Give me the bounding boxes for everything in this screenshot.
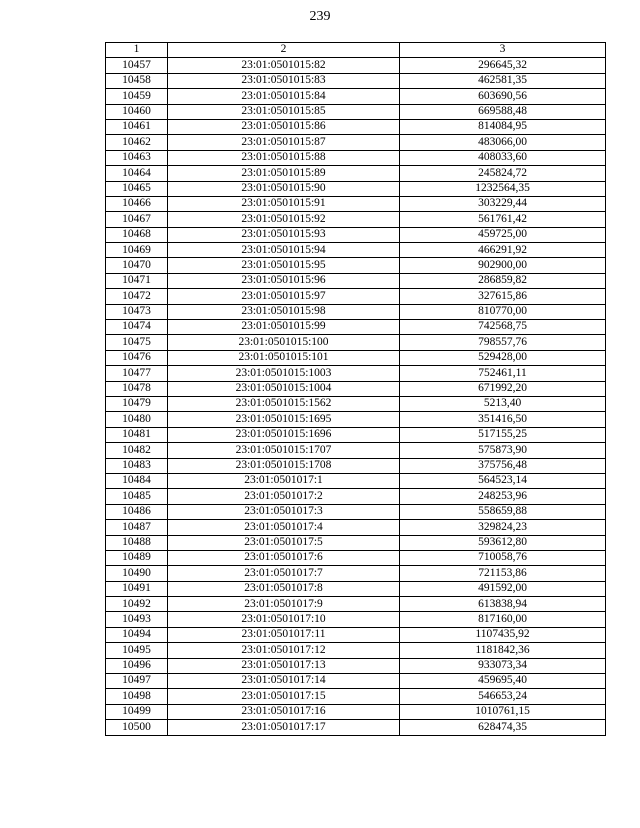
table-row <box>106 704 606 719</box>
cadastral-number-cell: 23:01:0501017:17 <box>168 720 400 735</box>
value-cell: 491592,00 <box>400 581 606 596</box>
table-row <box>106 135 606 150</box>
table-row <box>106 119 606 134</box>
value-cell: 721153,86 <box>400 566 606 581</box>
table-row <box>106 489 606 504</box>
cadastral-number-cell: 23:01:0501017:16 <box>168 704 400 719</box>
cadastral-number-cell: 23:01:0501015:83 <box>168 73 400 88</box>
cadastral-number-cell: 23:01:0501015:1562 <box>168 396 400 411</box>
value-cell: 933073,34 <box>400 658 606 673</box>
row-number-cell: 10482 <box>106 443 168 458</box>
cadastral-number-cell: 23:01:0501015:95 <box>168 258 400 273</box>
cadastral-number-cell: 23:01:0501017:11 <box>168 627 400 642</box>
cadastral-number-cell: 23:01:0501017:5 <box>168 535 400 550</box>
table-body <box>106 58 606 735</box>
cadastral-number-cell: 23:01:0501015:94 <box>168 243 400 258</box>
cadastral-number-cell: 23:01:0501017:12 <box>168 643 400 658</box>
cadastral-number-cell: 23:01:0501015:98 <box>168 304 400 319</box>
cadastral-value-table <box>105 42 606 736</box>
table-row <box>106 504 606 519</box>
row-number-cell: 10469 <box>106 243 168 258</box>
row-number-cell: 10464 <box>106 166 168 181</box>
cadastral-number-cell: 23:01:0501015:100 <box>168 335 400 350</box>
row-number-cell: 10484 <box>106 473 168 488</box>
row-number-cell: 10470 <box>106 258 168 273</box>
table-row <box>106 381 606 396</box>
value-cell: 329824,23 <box>400 520 606 535</box>
table-row <box>106 258 606 273</box>
value-cell: 1232564,35 <box>400 181 606 196</box>
value-cell: 459725,00 <box>400 227 606 242</box>
cadastral-number-cell: 23:01:0501015:93 <box>168 227 400 242</box>
table-row <box>106 674 606 689</box>
value-cell: 248253,96 <box>400 489 606 504</box>
table-row <box>106 89 606 104</box>
cadastral-number-cell: 23:01:0501015:96 <box>168 273 400 288</box>
row-number-cell: 10461 <box>106 119 168 134</box>
value-cell: 245824,72 <box>400 166 606 181</box>
table-row <box>106 643 606 658</box>
table-row <box>106 212 606 227</box>
value-cell: 561761,42 <box>400 212 606 227</box>
row-number-cell: 10462 <box>106 135 168 150</box>
cadastral-number-cell: 23:01:0501015:87 <box>168 135 400 150</box>
value-cell: 671992,20 <box>400 381 606 396</box>
value-cell: 517155,25 <box>400 427 606 442</box>
row-number-cell: 10478 <box>106 381 168 396</box>
table-row <box>106 550 606 565</box>
table-row <box>106 350 606 365</box>
row-number-cell: 10479 <box>106 396 168 411</box>
table-row <box>106 104 606 119</box>
table-row <box>106 597 606 612</box>
value-cell: 1010761,15 <box>400 704 606 719</box>
cadastral-number-cell: 23:01:0501017:6 <box>168 550 400 565</box>
cadastral-number-cell: 23:01:0501015:84 <box>168 89 400 104</box>
table-row <box>106 366 606 381</box>
row-number-cell: 10474 <box>106 320 168 335</box>
table-row <box>106 612 606 627</box>
cadastral-number-cell: 23:01:0501017:3 <box>168 504 400 519</box>
row-number-cell: 10488 <box>106 535 168 550</box>
cadastral-number-cell: 23:01:0501015:1708 <box>168 458 400 473</box>
value-cell: 5213,40 <box>400 396 606 411</box>
row-number-cell: 10477 <box>106 366 168 381</box>
table-row <box>106 335 606 350</box>
value-cell: 546653,24 <box>400 689 606 704</box>
table-row <box>106 627 606 642</box>
value-cell: 286859,82 <box>400 273 606 288</box>
row-number-cell: 10485 <box>106 489 168 504</box>
cadastral-number-cell: 23:01:0501015:90 <box>168 181 400 196</box>
value-cell: 752461,11 <box>400 366 606 381</box>
row-number-cell: 10498 <box>106 689 168 704</box>
value-cell: 466291,92 <box>400 243 606 258</box>
cadastral-number-cell: 23:01:0501015:86 <box>168 119 400 134</box>
row-number-cell: 10495 <box>106 643 168 658</box>
value-cell: 375756,48 <box>400 458 606 473</box>
value-cell: 613838,94 <box>400 597 606 612</box>
table-row <box>106 412 606 427</box>
row-number-cell: 10463 <box>106 150 168 165</box>
table-row <box>106 458 606 473</box>
cadastral-number-cell: 23:01:0501015:1696 <box>168 427 400 442</box>
table-row <box>106 658 606 673</box>
column-header-cadastral-number: 2 <box>168 43 400 58</box>
value-cell: 459695,40 <box>400 674 606 689</box>
row-number-cell: 10471 <box>106 273 168 288</box>
table-row <box>106 58 606 73</box>
table-row <box>106 443 606 458</box>
cadastral-number-cell: 23:01:0501017:9 <box>168 597 400 612</box>
cadastral-number-cell: 23:01:0501017:1 <box>168 473 400 488</box>
page-number: 239 <box>309 9 331 24</box>
row-number-cell: 10460 <box>106 104 168 119</box>
value-cell: 902900,00 <box>400 258 606 273</box>
value-cell: 483066,00 <box>400 135 606 150</box>
value-cell: 296645,32 <box>400 58 606 73</box>
cadastral-number-cell: 23:01:0501015:82 <box>168 58 400 73</box>
cadastral-number-cell: 23:01:0501015:1707 <box>168 443 400 458</box>
value-cell: 351416,50 <box>400 412 606 427</box>
cadastral-number-cell: 23:01:0501015:89 <box>168 166 400 181</box>
row-number-cell: 10499 <box>106 704 168 719</box>
table-row <box>106 581 606 596</box>
cadastral-number-cell: 23:01:0501015:101 <box>168 350 400 365</box>
value-cell: 817160,00 <box>400 612 606 627</box>
value-cell: 558659,88 <box>400 504 606 519</box>
cadastral-number-cell: 23:01:0501017:13 <box>168 658 400 673</box>
value-cell: 710058,76 <box>400 550 606 565</box>
cadastral-number-cell: 23:01:0501017:15 <box>168 689 400 704</box>
cadastral-number-cell: 23:01:0501015:85 <box>168 104 400 119</box>
cadastral-number-cell: 23:01:0501015:91 <box>168 196 400 211</box>
table-row <box>106 73 606 88</box>
cadastral-number-cell: 23:01:0501017:2 <box>168 489 400 504</box>
row-number-cell: 10458 <box>106 73 168 88</box>
row-number-cell: 10468 <box>106 227 168 242</box>
value-cell: 669588,48 <box>400 104 606 119</box>
row-number-cell: 10494 <box>106 627 168 642</box>
row-number-cell: 10457 <box>106 58 168 73</box>
row-number-cell: 10473 <box>106 304 168 319</box>
value-cell: 814084,95 <box>400 119 606 134</box>
table-row <box>106 427 606 442</box>
value-cell: 462581,35 <box>400 73 606 88</box>
row-number-cell: 10497 <box>106 674 168 689</box>
table-row <box>106 396 606 411</box>
table-header-row <box>106 43 606 58</box>
value-cell: 603690,56 <box>400 89 606 104</box>
value-cell: 327615,86 <box>400 289 606 304</box>
table-row <box>106 689 606 704</box>
row-number-cell: 10476 <box>106 350 168 365</box>
row-number-cell: 10486 <box>106 504 168 519</box>
table-row <box>106 304 606 319</box>
cadastral-number-cell: 23:01:0501017:14 <box>168 674 400 689</box>
value-cell: 529428,00 <box>400 350 606 365</box>
cadastral-number-cell: 23:01:0501017:10 <box>168 612 400 627</box>
table-row <box>106 243 606 258</box>
cadastral-number-cell: 23:01:0501015:97 <box>168 289 400 304</box>
table-row <box>106 566 606 581</box>
value-cell: 742568,75 <box>400 320 606 335</box>
row-number-cell: 10483 <box>106 458 168 473</box>
value-cell: 593612,80 <box>400 535 606 550</box>
row-number-cell: 10467 <box>106 212 168 227</box>
row-number-cell: 10487 <box>106 520 168 535</box>
table-row <box>106 320 606 335</box>
value-cell: 798557,76 <box>400 335 606 350</box>
row-number-cell: 10475 <box>106 335 168 350</box>
value-cell: 810770,00 <box>400 304 606 319</box>
row-number-cell: 10489 <box>106 550 168 565</box>
cadastral-number-cell: 23:01:0501015:1003 <box>168 366 400 381</box>
column-header-value: 3 <box>400 43 606 58</box>
cadastral-number-cell: 23:01:0501017:4 <box>168 520 400 535</box>
row-number-cell: 10500 <box>106 720 168 735</box>
table-row <box>106 520 606 535</box>
value-cell: 303229,44 <box>400 196 606 211</box>
row-number-cell: 10491 <box>106 581 168 596</box>
value-cell: 1107435,92 <box>400 627 606 642</box>
value-cell: 575873,90 <box>400 443 606 458</box>
cadastral-number-cell: 23:01:0501015:1004 <box>168 381 400 396</box>
column-header-number: 1 <box>106 43 168 58</box>
table-row <box>106 289 606 304</box>
value-cell: 408033,60 <box>400 150 606 165</box>
row-number-cell: 10480 <box>106 412 168 427</box>
value-cell: 628474,35 <box>400 720 606 735</box>
row-number-cell: 10490 <box>106 566 168 581</box>
cadastral-number-cell: 23:01:0501015:1695 <box>168 412 400 427</box>
table-row <box>106 166 606 181</box>
value-cell: 1181842,36 <box>400 643 606 658</box>
cadastral-number-cell: 23:01:0501015:88 <box>168 150 400 165</box>
cadastral-number-cell: 23:01:0501015:92 <box>168 212 400 227</box>
row-number-cell: 10472 <box>106 289 168 304</box>
row-number-cell: 10465 <box>106 181 168 196</box>
table-row <box>106 473 606 488</box>
row-number-cell: 10493 <box>106 612 168 627</box>
table-row <box>106 535 606 550</box>
table-row <box>106 181 606 196</box>
cadastral-number-cell: 23:01:0501015:99 <box>168 320 400 335</box>
cadastral-number-cell: 23:01:0501017:7 <box>168 566 400 581</box>
table-row <box>106 720 606 735</box>
row-number-cell: 10492 <box>106 597 168 612</box>
table-row <box>106 227 606 242</box>
table-row <box>106 273 606 288</box>
row-number-cell: 10466 <box>106 196 168 211</box>
value-cell: 564523,14 <box>400 473 606 488</box>
cadastral-number-cell: 23:01:0501017:8 <box>168 581 400 596</box>
table-row <box>106 196 606 211</box>
table-row <box>106 150 606 165</box>
row-number-cell: 10459 <box>106 89 168 104</box>
row-number-cell: 10496 <box>106 658 168 673</box>
row-number-cell: 10481 <box>106 427 168 442</box>
